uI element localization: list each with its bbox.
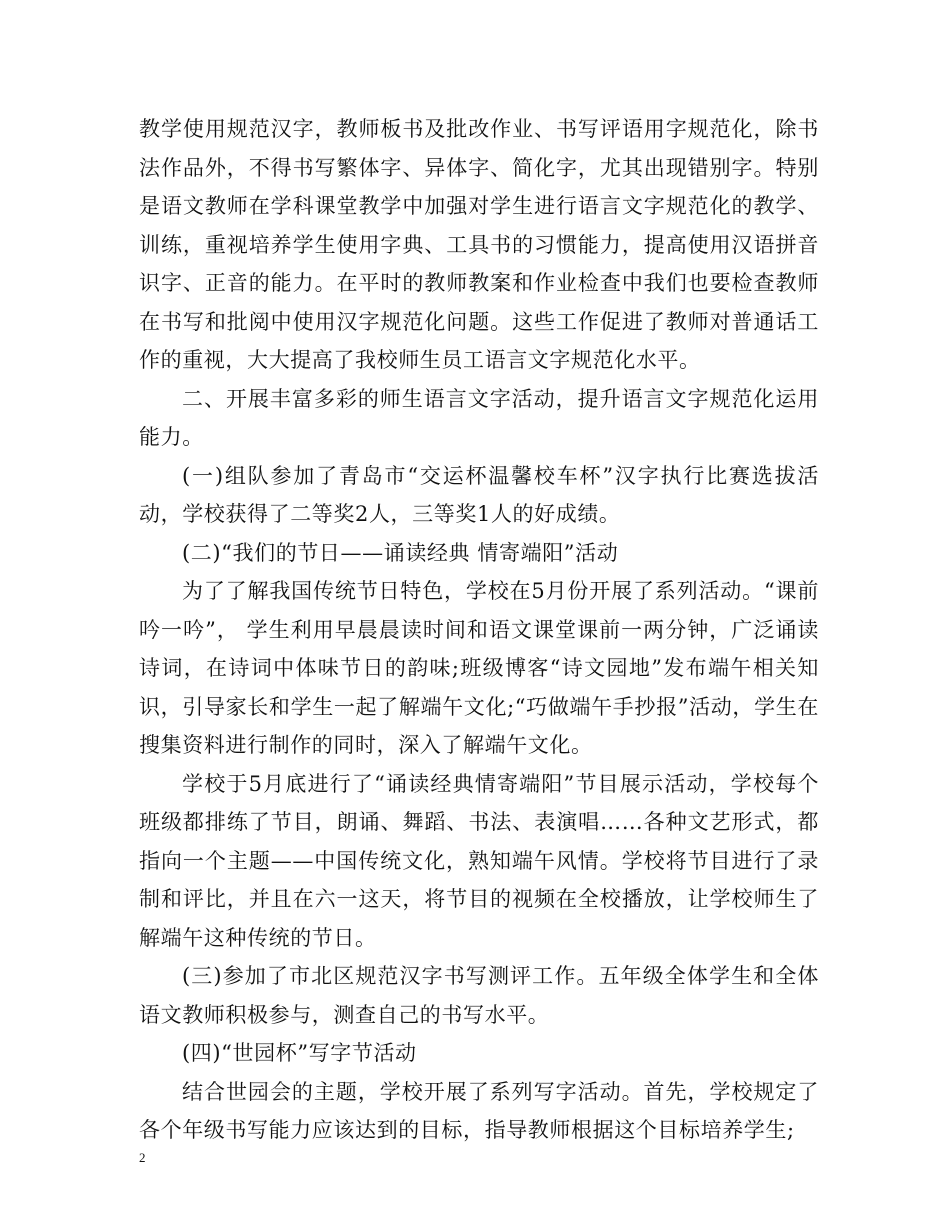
paragraph-7: (三)参加了市北区规范汉字书写测评工作。五年级全体学生和全体语文教师积极参与，测查自己的书写水平。: [139, 964, 819, 1027]
paragraph-6: 学校于5月底进行了“诵读经典情寄端阳”节目展示活动，学校每个班级都排练了节目，朗诵、舞蹈、书法、表演唱……各种文艺形式，都指向一个主题——中国传统文化，熟知端午风情。学校将节目进行了录制和评比，并且在六一这天，将节目的视频在全校播放，让学校师生了解端午这种传统的节日。: [139, 771, 819, 950]
paragraph-2: 二、开展丰富多彩的师生语言文字活动，提升语言文字规范化运用能力。: [139, 386, 819, 449]
paragraph-1: 教学使用规范汉字，教师板书及批改作业、书写评语用字规范化，除书法作品外，不得书写繁体字、异体字、简化字，尤其出现错别字。特别是语文教师在学科课堂教学中加强对学生进行语言文字规范化的教学、训练，重视培养学生使用字典、工具书的习惯能力，提高使用汉语拼音识字、正音的能力。在平时的教师教案和作业检查中我们也要检查教师在书写和批阅中使用汉字规范化问题。这些工作促进了教师对普通话工作的重视，大大提高了我校师生员工语言文字规范化水平。: [139, 117, 819, 372]
page-number: 2: [139, 1150, 146, 1165]
document-body: [139, 110, 819, 1150]
paragraph-8: (四)“世园杯”写字节活动: [182, 1041, 417, 1065]
paragraph-9: 结合世园会的主题，学校开展了系列写字活动。首先，学校规定了各个年级书写能力应该达到的目标，指导教师根据这个目标培养学生;: [139, 1079, 819, 1142]
paragraph-5: 为了了解我国传统节日特色，学校在5月份开展了系列活动。“课前吟一吟”， 学生利用早晨晨读时间和语文课堂课前一两分钟，广泛诵读诗词，在诗词中体味节日的韵味;班级博客“诗文园地”发布端午相关知识，引导家长和学生一起了解端午文化;“巧做端午手抄报”活动，学生在搜集资料进行制作的同时，深入了解端午文化。: [139, 579, 819, 757]
paragraph-3: (一)组队参加了青岛市“交运杯温馨校车杯”汉字执行比赛选拔活动，学校获得了二等奖2人，三等奖1人的好成绩。: [139, 463, 819, 526]
paragraph-4: (二)“我们的节日——诵读经典 情寄端阳”活动: [182, 540, 619, 565]
